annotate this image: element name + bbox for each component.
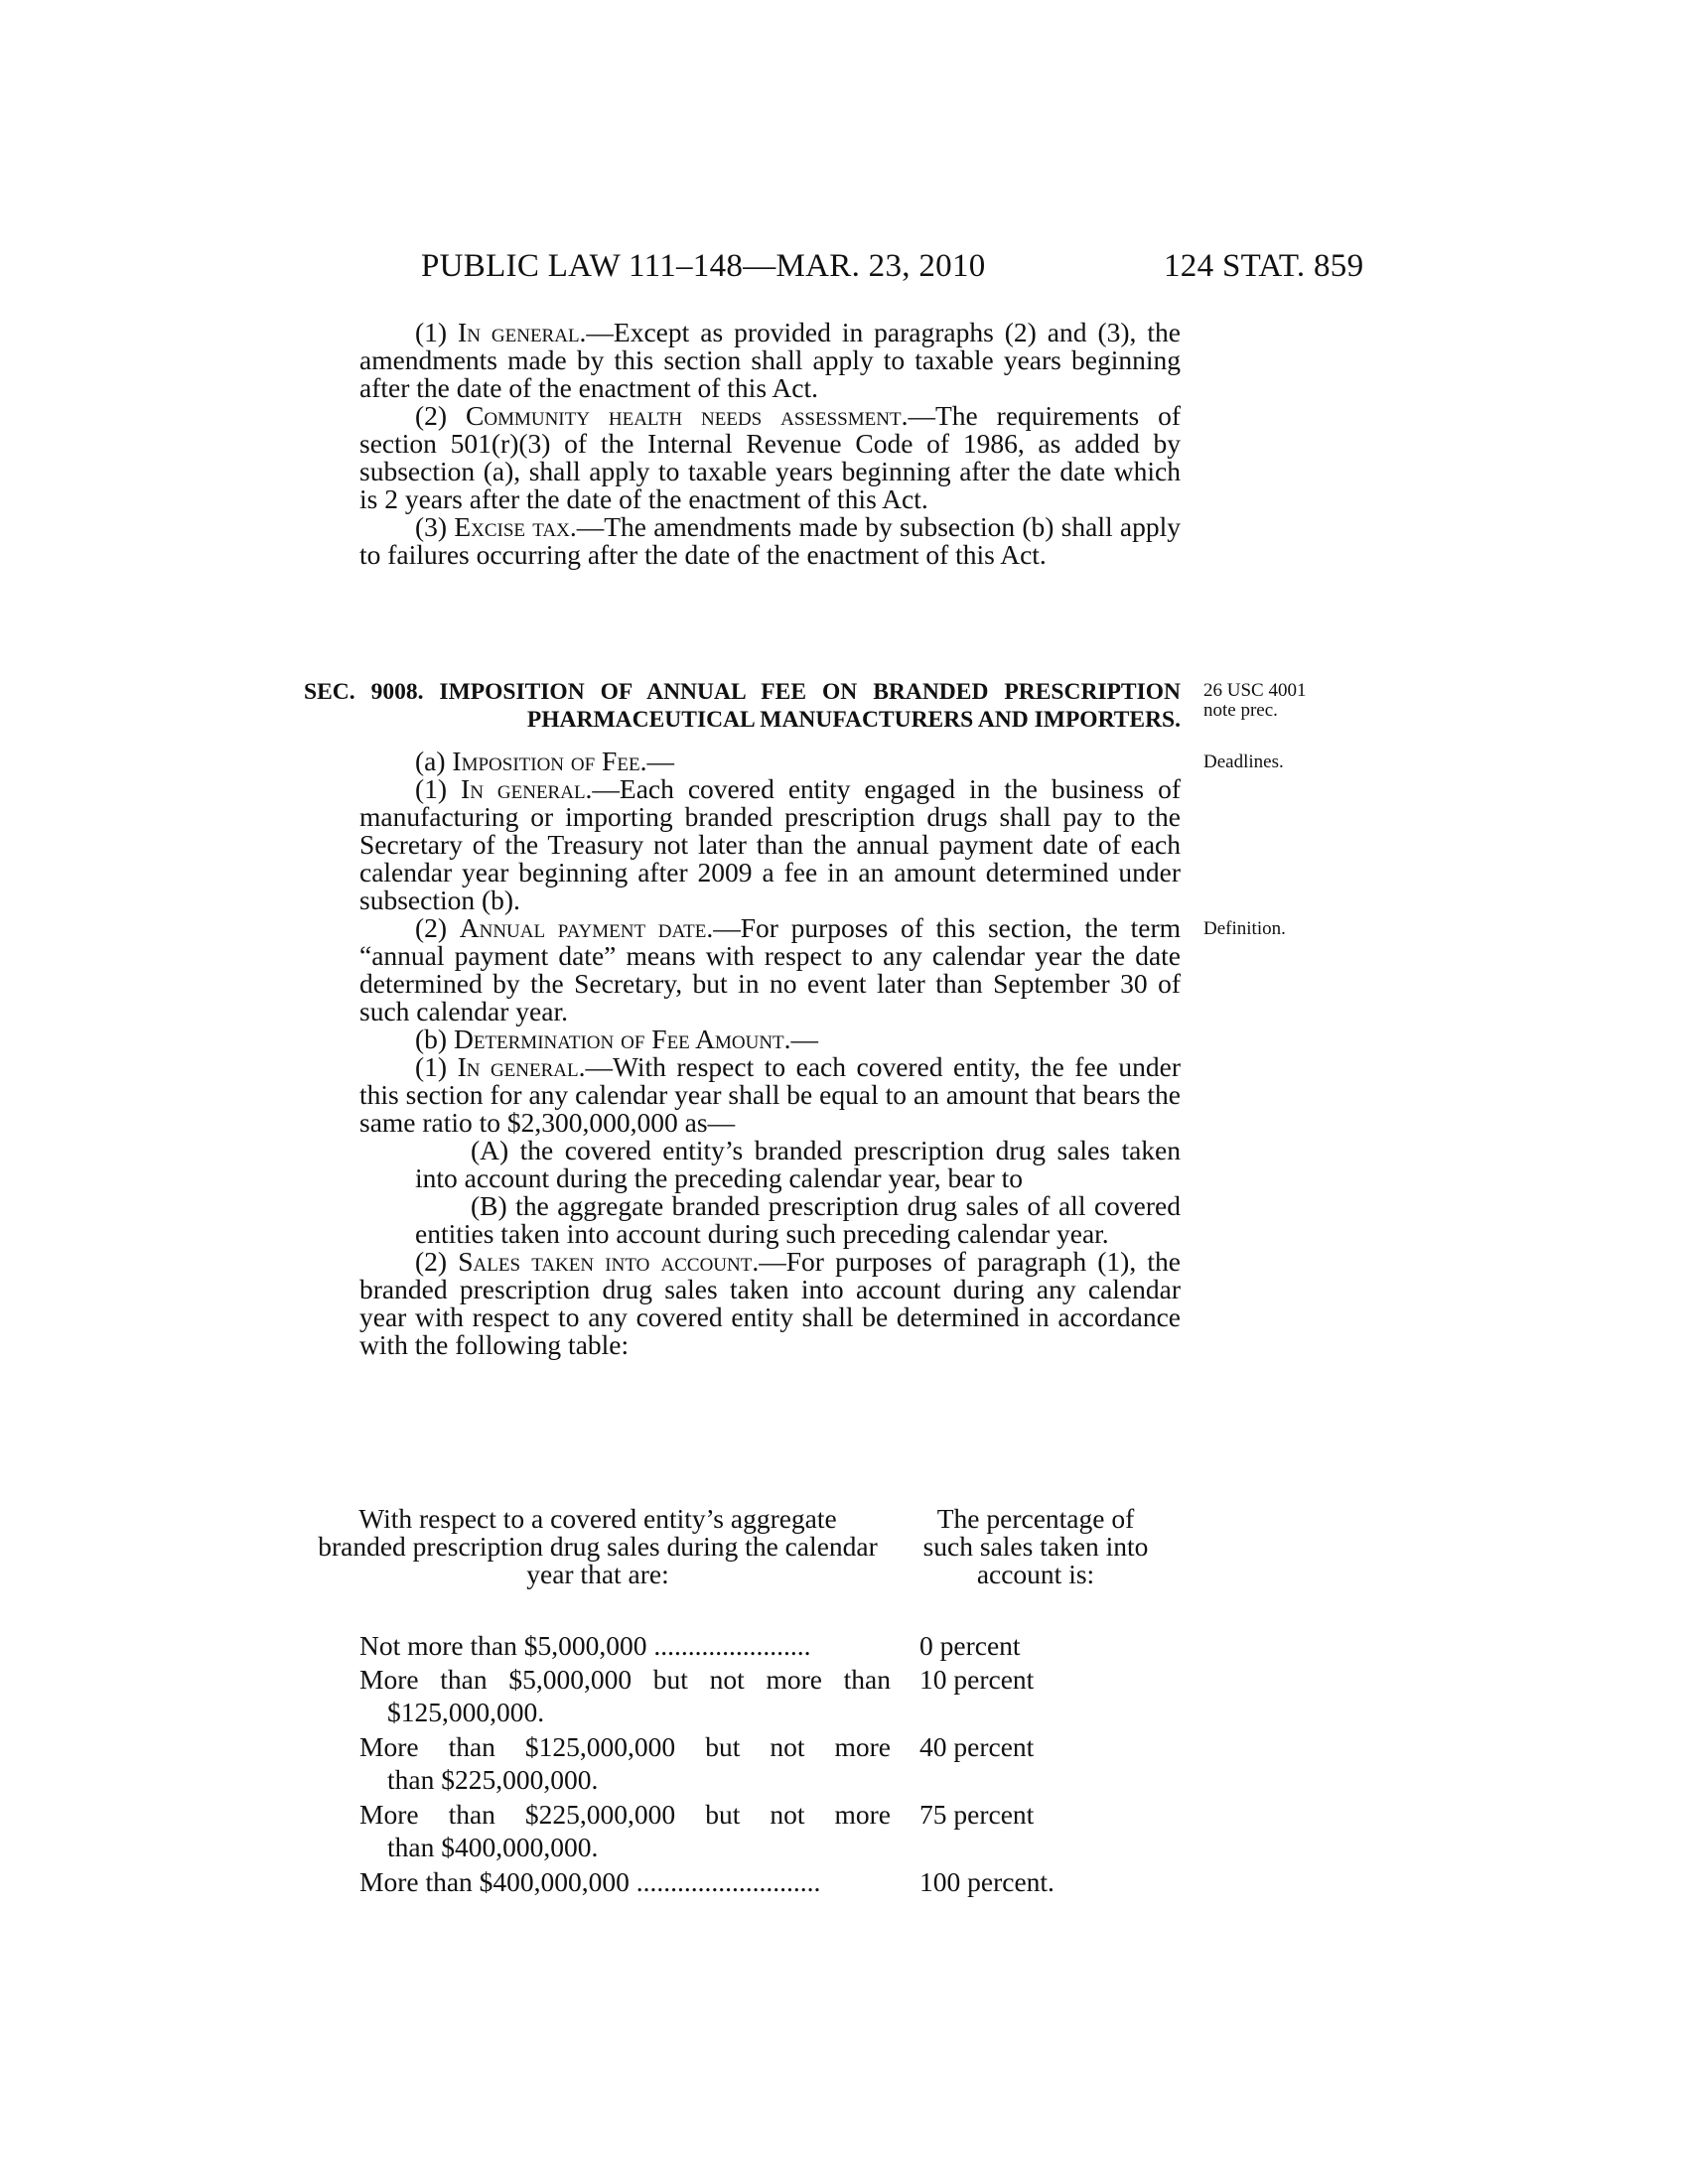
subparagraph-b: (B) the aggregate branded prescription drug sales of all covered entities taken into account during such preceding calendar year. bbox=[415, 1190, 1181, 1249]
table-cell-percent: 100 percent. bbox=[919, 1866, 1055, 1897]
margin-note-usc bbox=[1203, 681, 1306, 721]
margin-note-definition: Definition. bbox=[1203, 918, 1286, 939]
table-cell-range bbox=[359, 1730, 891, 1796]
effective-date-block bbox=[359, 319, 1181, 569]
paragraph-number: (1) bbox=[415, 317, 448, 347]
paragraph-number: (2) bbox=[415, 400, 448, 431]
paragraph-text: Except as provided in paragraphs (2) and (3), the amendments made by this section shall apply to taxable years beginning after the date of the enactment of this Act. bbox=[359, 317, 1181, 403]
table-cell-range bbox=[359, 1663, 891, 1728]
paragraph-text: Each covered entity engaged in the business of manufacturing or importing branded prescription drugs shall pay to the Secretary of the Treasury not later than the annual payment date of each calendar year beginning after 2009 a fee in an amount determined under subsection (b). bbox=[359, 773, 1181, 915]
subsection-a-paragraph-2: (2) Annual payment date.—For purposes of this section, the term “annual payment date” means with respect to any calendar year the date determined by the Secretary, but in no event later than September 30 of such calendar year. bbox=[359, 912, 1182, 1026]
paragraph-heading: Community health needs assessment bbox=[466, 400, 902, 431]
paragraph-text: The amendments made by subsection (b) shall apply to failures occurring after the date of the enactment of this Act. bbox=[359, 511, 1181, 570]
paragraph-text: With respect to each covered entity, the fee under this section for any calendar year shall be equal to an amount that bears the same ratio to $2,300,000,000 as— bbox=[359, 1051, 1181, 1138]
running-header-title: PUBLIC LAW 111–148—MAR. 23, 2010 bbox=[421, 248, 986, 284]
paragraph-text: For purposes of paragraph (1), the branded prescription drug sales taken into account during any calendar year with respect to any covered entity shall be determined in accordance with the following table: bbox=[359, 1246, 1181, 1360]
margin-note-usc-line-2: note prec. bbox=[1203, 700, 1278, 721]
paragraph-heading: In general bbox=[457, 1051, 579, 1082]
paragraph-number: (3) bbox=[415, 511, 448, 542]
paragraph-number: (1) bbox=[415, 773, 448, 804]
subsection-label: (b) bbox=[415, 1024, 448, 1054]
paragraph-heading: Annual payment date bbox=[459, 912, 707, 943]
leader-dots: ........................... bbox=[635, 1866, 821, 1897]
paragraph-in-general: (1) In general.—Except as provided in paragraphs (2) and (3), the amendments made by this section shall apply to taxable years beginning after the date of the enactment of this Act. bbox=[359, 317, 1181, 403]
subsection-b-heading: (b) Determination of Fee Amount.— bbox=[415, 1024, 819, 1054]
paragraph-heading: Sales taken into account bbox=[458, 1246, 753, 1277]
table-cell-range bbox=[359, 1798, 891, 1863]
range-text-continued: than $225,000,000. bbox=[387, 1764, 599, 1795]
paragraph-text: For purposes of this section, the term “annual payment date” means with respect to any calendar year the date determined by the Secretary, but in no event later than September 30 of such calendar year. bbox=[359, 912, 1182, 1026]
margin-note-deadlines: Deadlines. bbox=[1203, 751, 1284, 772]
range-text-continued: than $400,000,000. bbox=[387, 1832, 599, 1862]
table-cell-percent: 10 percent bbox=[919, 1664, 1035, 1695]
table-cell-percent: 40 percent bbox=[919, 1731, 1035, 1762]
paragraph-number: (2) bbox=[415, 1246, 448, 1277]
table-cell-percent: 75 percent bbox=[919, 1799, 1035, 1830]
subsection-b-paragraph-1: (1) In general.—With respect to each covered entity, the fee under this section for any calendar year shall be equal to an amount that bears the same ratio to $2,300,000,000 as— bbox=[359, 1051, 1181, 1138]
margin-note-usc-line-1: 26 USC 4001 bbox=[1203, 680, 1307, 701]
table-header-sales: With respect to a covered entity’s aggregate branded prescription drug sales during the calendar year that are: bbox=[318, 1503, 878, 1589]
paragraph-community-health: (2) Community health needs assessment.—The requirements of section 501(r)(3) of the Internal Revenue Code of 1986, as added by subsection (a), shall apply to taxable years beginning after the date which is 2 years after the date of the enactment of this Act. bbox=[359, 400, 1181, 514]
range-text: More than $5,000,000 but not more than bbox=[359, 1664, 891, 1695]
table-cell-percent: 0 percent bbox=[919, 1630, 1021, 1661]
section-heading-line-2: PHARMACEUTICAL MANUFACTURERS AND IMPORTERS. bbox=[526, 707, 1181, 733]
range-text: More than $400,000,000 bbox=[359, 1866, 630, 1897]
range-text: More than $225,000,000 but not more bbox=[359, 1799, 891, 1830]
paragraph-number: (1) bbox=[415, 1051, 448, 1082]
section-heading-line-1: SEC. 9008. IMPOSITION OF ANNUAL FEE ON BRANDED PRESCRIPTION bbox=[304, 679, 1181, 705]
page-citation: 124 STAT. 859 bbox=[1164, 248, 1364, 284]
paragraph-text: The requirements of section 501(r)(3) of the Internal Revenue Code of 1986, as added by subsection (a), shall apply to taxable years beginning after the date which is 2 years after the date of the enactment of this Act. bbox=[359, 400, 1181, 514]
table-cell-range bbox=[359, 1865, 891, 1898]
paragraph-number: (2) bbox=[415, 912, 448, 943]
subsection-a-heading: (a) Imposition of Fee.— bbox=[415, 746, 674, 776]
range-text: Not more than $5,000,000 bbox=[359, 1630, 647, 1661]
subsection-title: Imposition of Fee bbox=[452, 746, 640, 776]
paragraph-heading: In general bbox=[458, 317, 580, 347]
section-heading bbox=[304, 678, 1181, 734]
paragraph-heading: Excise tax bbox=[454, 511, 570, 542]
subparagraph-a: (A) the covered entity’s branded prescription drug sales taken into account during the preceding calendar year, bear to bbox=[415, 1135, 1181, 1193]
leader-dots: ....................... bbox=[653, 1630, 811, 1661]
range-text: More than $125,000,000 but not more bbox=[359, 1731, 891, 1762]
table-header-percentage: The percentage of such sales taken into account is: bbox=[922, 1503, 1149, 1589]
table-cell-range bbox=[359, 1629, 891, 1662]
subsection-label: (a) bbox=[415, 746, 446, 776]
subsection-b-paragraph-2: (2) Sales taken into account.—For purposes of paragraph (1), the branded prescription drug sales taken into account during any calendar year with respect to any covered entity shall be determined in accordance with the following table: bbox=[359, 1246, 1181, 1360]
subsection-title: Determination of Fee Amount bbox=[453, 1024, 784, 1054]
range-text-continued: $125,000,000. bbox=[387, 1697, 545, 1727]
paragraph-excise-tax: (3) Excise tax.—The amendments made by subsection (b) shall apply to failures occurring after the date of the enactment of this Act. bbox=[359, 511, 1181, 570]
section-body bbox=[359, 748, 1181, 1359]
paragraph-heading: In general bbox=[461, 773, 586, 804]
subsection-a-paragraph-1: (1) In general.—Each covered entity engaged in the business of manufacturing or importing branded prescription drugs shall pay to the Secretary of the Treasury not later than the annual payment date of each calendar year beginning after 2009 a fee in an amount determined under subsection (b). bbox=[359, 773, 1181, 915]
